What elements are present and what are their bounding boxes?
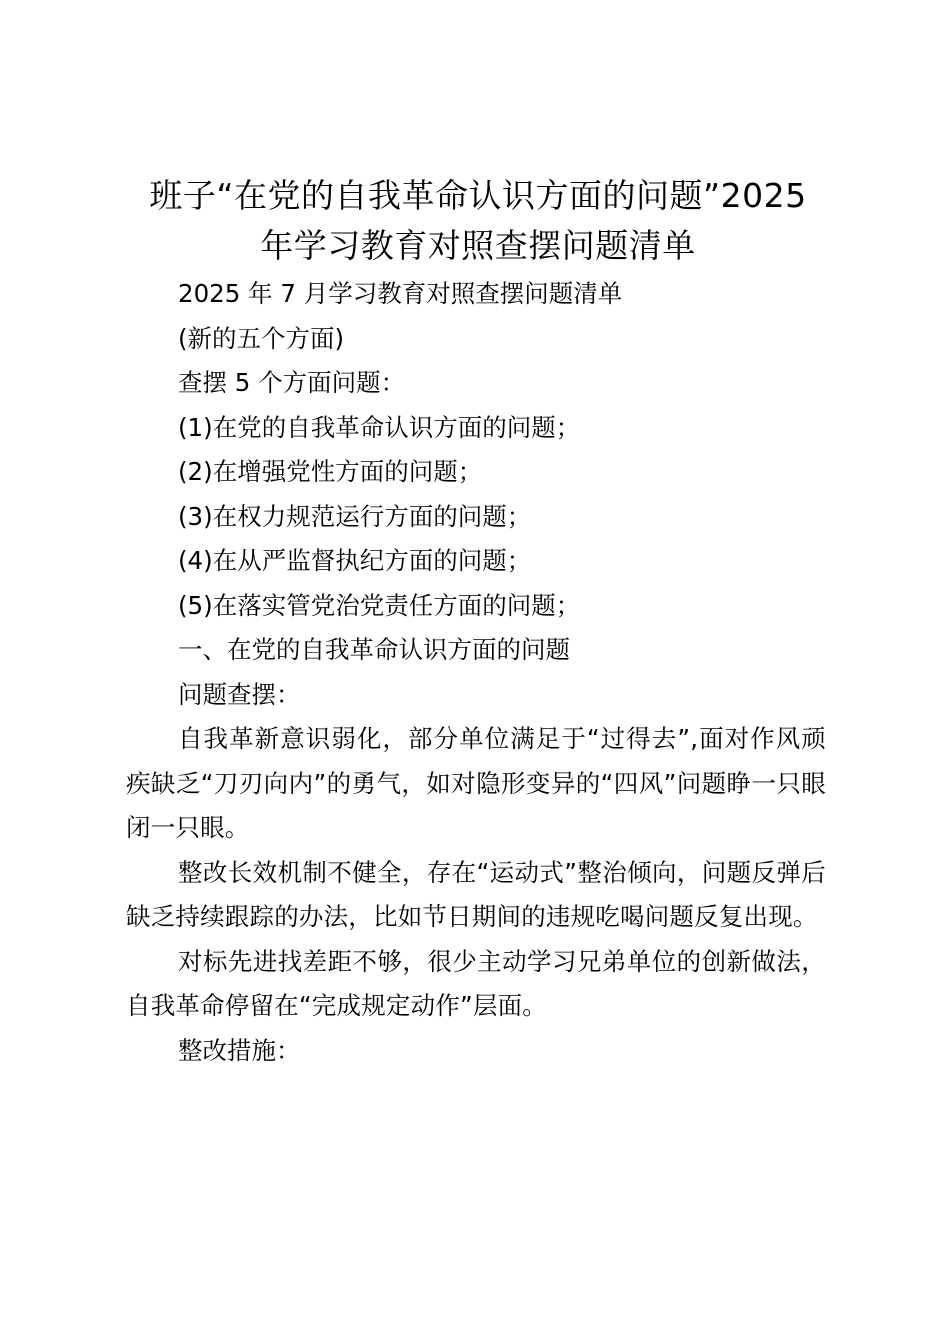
section-heading: 一、在党的自我革命认识方面的问题 [178,635,570,664]
list-item: (5)在落实管党治党责任方面的问题； [178,590,581,620]
paragraph: 整改长效机制不健全，存在“运动式”整治倾向，问题反弹后缺乏持续跟踪的办法，比如节日期间的违规吃喝问题反复出现。 [126,857,826,931]
list-item: (4)在从严监督执纪方面的问题； [178,546,532,575]
list-item: (1)在党的自我革命认识方面的问题； [178,412,581,442]
list-item: (2)在增强党性方面的问题； [178,457,483,486]
problems-label: 问题查摆： [178,679,301,709]
title-line-1: 班子“在党的自我革命认识方面的问题”2025 [149,176,807,215]
note: (新的五个方面) [178,323,345,353]
document-body [126,272,826,1073]
title-line-2: 年学习教育对照查摆问题清单 [260,226,696,265]
list-item: (3)在权力规范运行方面的问题； [178,501,532,531]
intro: 查摆 5 个方面问题： [178,368,406,397]
subtitle: 2025 年 7 月学习教育对照查摆问题清单 [178,279,623,308]
paragraph: 自我革新意识弱化，部分单位满足于“过得去”,面对作风顽疾缺乏“刀刃向内”的勇气，如对隐形变异的“四风”问题睁一只眼闭一只眼。 [126,724,826,842]
document-title [118,171,838,271]
paragraph: 对标先进找差距不够，很少主动学习兄弟单位的创新做法，自我革命停留在“完成规定动作”层面。 [126,946,826,1020]
measures-label: 整改措施： [178,1035,301,1065]
